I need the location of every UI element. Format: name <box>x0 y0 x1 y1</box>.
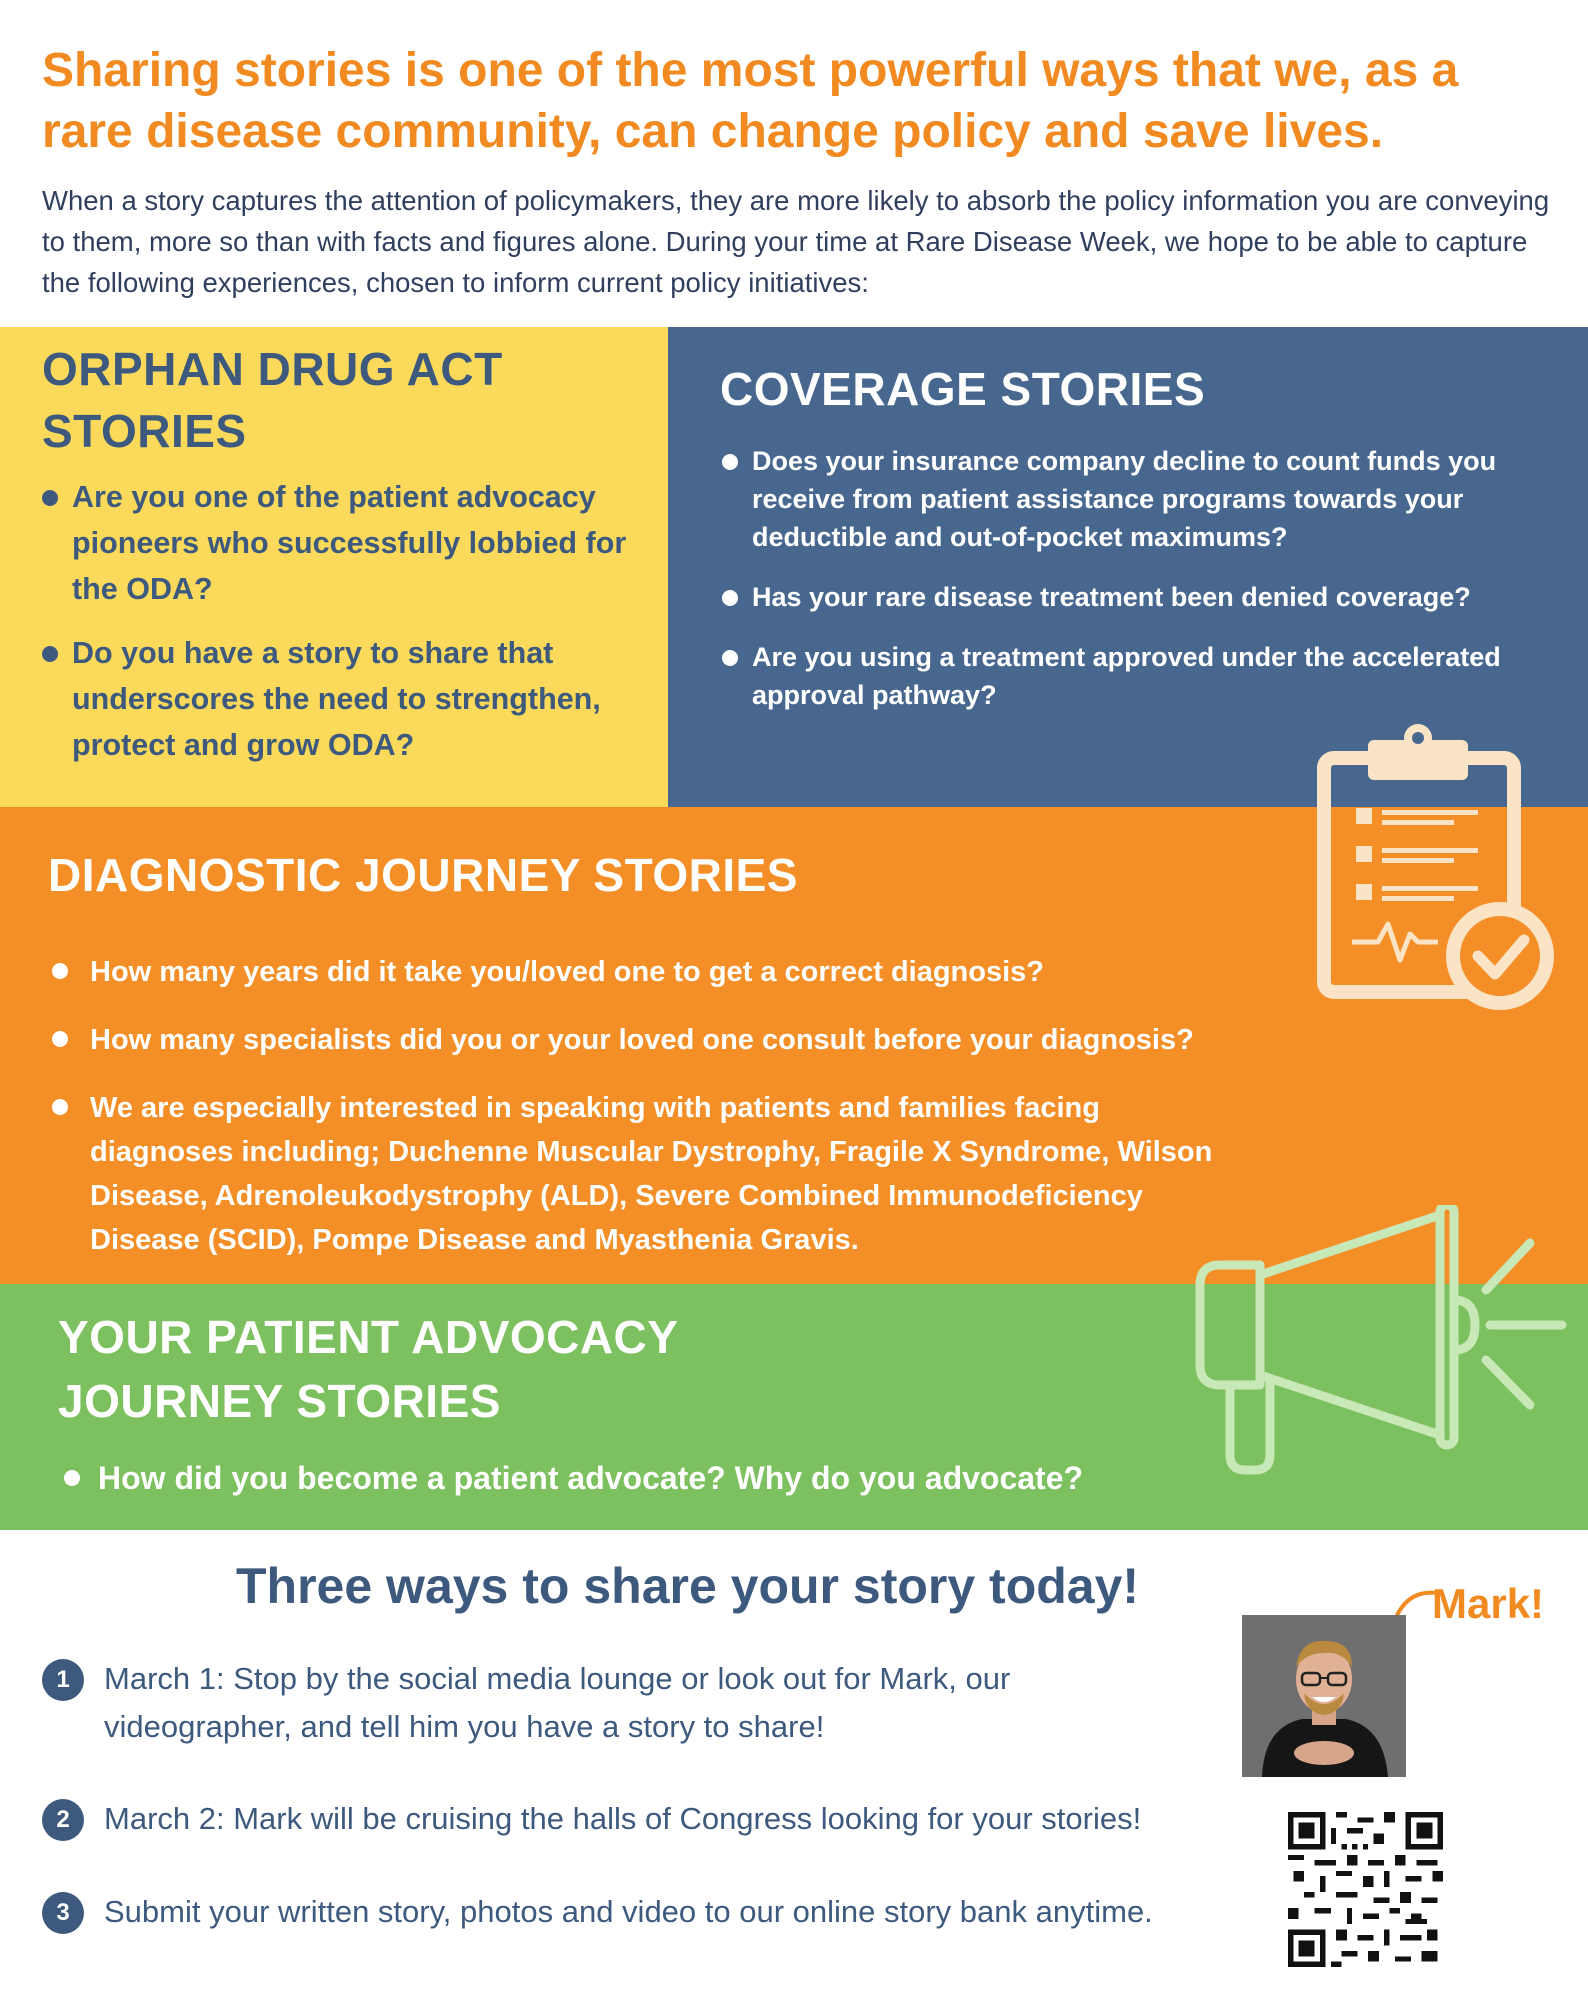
list-item: Has your rare disease treatment been denied coverage? <box>752 578 1512 616</box>
bullet-icon <box>42 490 58 506</box>
step-number-badge: 3 <box>42 1892 84 1934</box>
step-item <box>42 1655 1122 1751</box>
list-item: We are especially interested in speaking with patients and families facing diagnoses including; Duchenne Muscular Dystrophy, Fragile X Syndrome, Wilson Disease, Adrenoleukodystrophy (ALD), Severe Combined Immunodeficiency Disease (SCID), Pompe Disease and Myasthenia Gravis. <box>90 1086 1570 1262</box>
bullet-icon <box>722 590 738 606</box>
qr-code <box>1288 1812 1443 1967</box>
ways-title: Three ways to share your story today! <box>236 1558 1140 1614</box>
list-item: Are you using a treatment approved under the accelerated approval pathway? <box>752 638 1512 714</box>
list-item: Does your insurance company decline to count funds you receive from patient assistance programs towards your deductible and out-of-pocket maximums? <box>752 442 1512 556</box>
intro-paragraph: When a story captures the attention of policymakers, they are more likely to absorb the policy information you are conveying to them, more so than with facts and figures alone. During your time at Rare Disease Week, we hope to be able to capture the following experiences, chosen to inform current policy initiatives: <box>42 185 1550 298</box>
oda-title: ORPHAN DRUG ACT STORIES <box>42 343 503 457</box>
step-number-badge: 2 <box>42 1799 84 1841</box>
step-text: Submit your written story, photos and video to our online story bank anytime. <box>104 1894 1153 1929</box>
list-item: Do you have a story to share that underscores the need to strengthen, protect and grow ODA? <box>72 630 662 768</box>
coverage-title: COVERAGE STORIES <box>720 363 1206 415</box>
diagnostic-title: DIAGNOSTIC JOURNEY STORIES <box>48 849 798 901</box>
mark-photo <box>1242 1615 1406 1777</box>
bullet-icon <box>722 650 738 666</box>
coverage-list <box>752 442 1512 736</box>
megaphone-icon <box>1190 1205 1570 1475</box>
bullet-icon <box>64 1470 80 1486</box>
advocacy-title: YOUR PATIENT ADVOCACY JOURNEY STORIES <box>58 1311 678 1427</box>
step-item <box>42 1888 1282 1936</box>
headline: Sharing stories is one of the most powerful ways that we, as a rare disease community, can change policy and save lives. <box>42 44 1459 158</box>
bullet-icon <box>52 1099 68 1115</box>
list-item: Are you one of the patient advocacy pioneers who successfully lobbied for the ODA? <box>72 474 662 612</box>
list-item: How did you become a patient advocate? Why do you advocate? <box>98 1456 1298 1500</box>
step-item <box>42 1795 1282 1843</box>
step-text: March 1: Stop by the social media lounge or look out for Mark, our videographer, and tell him you have a story to share! <box>104 1661 1011 1744</box>
bullet-icon <box>52 1031 68 1047</box>
bullet-icon <box>42 646 58 662</box>
oda-list <box>72 474 662 786</box>
step-text: March 2: Mark will be cruising the halls of Congress looking for your stories! <box>104 1801 1142 1836</box>
step-number-badge: 1 <box>42 1659 84 1701</box>
advocacy-list <box>98 1456 1298 1500</box>
list-item: How many years did it take you/loved one to get a correct diagnosis? <box>90 950 1570 994</box>
bullet-icon <box>52 963 68 979</box>
mark-label: Mark! <box>1432 1580 1545 1627</box>
bullet-icon <box>722 454 738 470</box>
list-item: How many specialists did you or your loved one consult before your diagnosis? <box>90 1018 1570 1062</box>
